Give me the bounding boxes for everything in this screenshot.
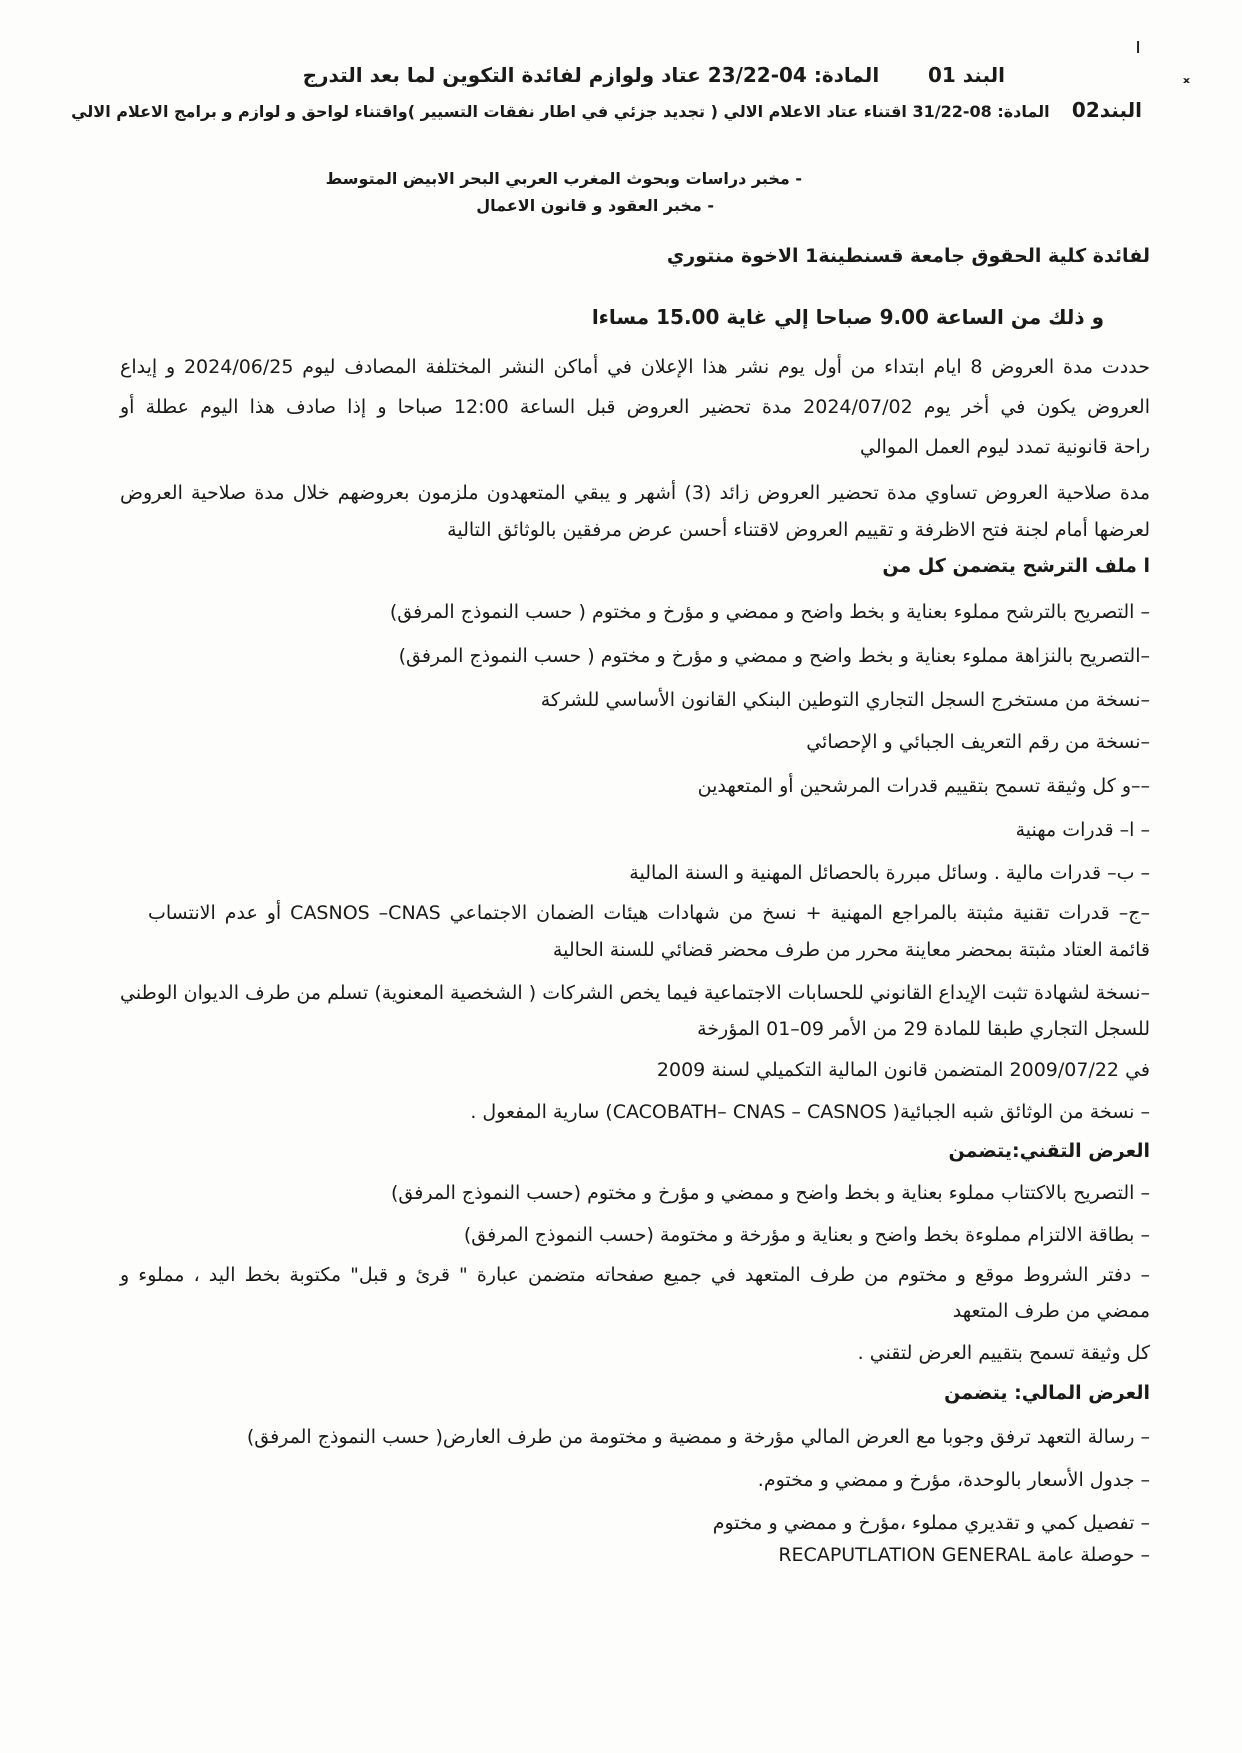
candidature-item: –نسخة من رقم التعريف الجبائي و الإحصائي [806,731,1150,753]
deadline-line-3: راحة قانونية تمدد ليوم العمل الموالي [860,436,1150,458]
financial-item: – رسالة التعهد ترفق وجوبا مع العرض المالي مؤرخة و ممضية و مختومة من طرف العارض( حسب النموذج المرفق) [246,1426,1150,1448]
candidature-item: –نسخة لشهادة تثبت الإيداع القانوني للحسابات الاجتماعية فيما يخص الشركات ( الشخصية المعنوية) تسلم من طرف الديوان الوطني [120,982,1150,1004]
candidature-item: – نسخة من الوثائق شبه الجبائية( CACOBATH– CNAS – CASNOS) سارية المفعول . [470,1101,1150,1123]
validity-line-1: مدة صلاحية العروض تساوي مدة تحضير العروض زائد (3) أشهر و يبقي المتعهدون ملزمون بعروضهم خلال مدة صلاحية العروض [120,482,1150,504]
candidature-item: للسجل التجاري طبقا للمادة 29 من الأمر 09–01 المؤرخة [697,1018,1150,1040]
item-2-label: البند02 [1071,98,1142,122]
financial-item: – حوصلة عامة RECAPUTLATION GENERAL [778,1544,1150,1566]
deadline-line-2: العروض يكون في أخر يوم 2024/07/02 مدة تحضير العروض قبل الساعة 12:00 صباحا و إذا صادف هذا اليوم عطلة أو [120,396,1150,418]
item-1-label: البند 01 [927,63,1005,87]
candidature-item: –نسخة من مستخرج السجل التجاري التوطين البنكي القانون الأساسي للشركة [540,689,1150,711]
candidature-item: – التصريح بالترشح مملوء بعناية و بخط واضح و ممضي و مؤرخ و مختوم ( حسب النموذج المرفق) [389,601,1150,623]
lab-2: - مخبر العقود و قانون الاعمال [476,196,714,215]
candidature-item: –التصريح بالنزاهة مملوء بعناية و بخط واضح و ممضي و مؤرخ و مختوم ( حسب النموذج المرفق) [398,645,1150,667]
technical-item: – بطاقة الالتزام مملوءة بخط واضح و بعناية و مؤرخة و مختومة (حسب النموذج المرفق) [463,1224,1150,1246]
candidature-item: – ا– قدرات مهنية [1015,819,1150,841]
technical-item: – دفتر الشروط موقع و مختوم من طرف المتعهد في جميع صفحاته متضمن عبارة " قرئ و قبل" مكتوبة بخط اليد ، مملوء و [120,1264,1150,1286]
technical-heading: العرض التقني:يتضمن [948,1140,1150,1162]
candidature-item: في 2009/07/22 المتضمن قانون المالية التكميلي لسنة 2009 [656,1059,1150,1081]
candidature-item: –ج– قدرات تقنية مثبتة بالمراجع المهنية + نسخ من شهادات هيئات الضمان الاجتماعي CASNOS –CNAS أو عدم الانتساب [148,902,1150,924]
item-2-text: المادة: 08-31/22 اقتناء عتاد الاعلام الالي ( تجديد جزئي في اطار نفقات التسيير )واقتناء لواحق و لوازم و برامج الاعلام الالي [71,102,1050,121]
stray-mark: ı [1135,34,1142,59]
deadline-line-1: حددت مدة العروض 8 ايام ابتداء من أول يوم نشر هذا الإعلان في أماكن النشر المختلفة المصادف ليوم 2024/06/25 و إيداع [120,356,1150,378]
technical-item: ممضي من طرف المتعهد [952,1300,1150,1322]
item-1-text: المادة: 04-23/22 عتاد ولوازم لفائدة التكوين لما بعد التدرج [302,63,880,87]
hours-line: و ذلك من الساعة 9.00 صباحا إلي غاية 15.00 مساءا [591,305,1104,329]
validity-line-2: لعرضها أمام لجنة فتح الاظرفة و تقييم العروض لاقتناء أحسن عرض مرفقين بالوثائق التالية [447,519,1150,541]
beneficiary: لفائدة كلية الحقوق جامعة قسنطينة1 الاخوة منتوري [666,245,1150,267]
candidature-item: ––و كل وثيقة تسمح بتقييم قدرات المرشحين أو المتعهدين [697,775,1150,797]
candidature-heading: ا ملف الترشح يتضمن كل من [882,555,1150,577]
financial-heading: العرض المالي: يتضمن [944,1382,1150,1404]
candidature-item: قائمة العتاد مثبتة بمحضر معاينة محرر من طرف محضر قضائي للسنة الحالية [552,939,1150,961]
financial-item: – جدول الأسعار بالوحدة، مؤرخ و ممضي و مختوم. [757,1469,1150,1491]
candidature-item: – ب– قدرات مالية . وسائل مبررة بالحصائل المهنية و السنة المالية [629,862,1150,884]
stray-mark: ˟ [1180,76,1193,106]
lab-1: - مخبر دراسات وبحوث المغرب العربي البحر الابيض المتوسط [325,169,802,188]
financial-item: – تفصيل كمي و تقديري مملوء ،مؤرخ و ممضي و مختوم [712,1512,1150,1534]
item-1-line [303,62,1005,88]
technical-item: كل وثيقة تسمح بتقييم العرض لتقني . [857,1342,1150,1364]
item-2-line [71,97,1142,125]
technical-item: – التصريح بالاكتتاب مملوء بعناية و بخط واضح و ممضي و مؤرخ و مختوم (حسب النموذج المرفق) [391,1182,1150,1204]
